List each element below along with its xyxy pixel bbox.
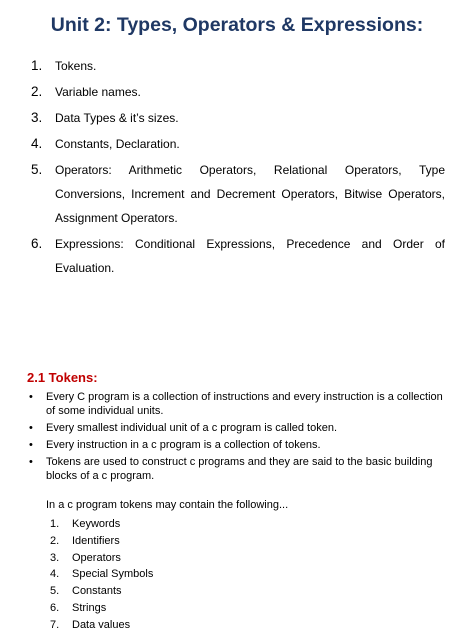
item-text-line: Conversions, Increment and Decrement Operators, Bitwise Operators, (55, 187, 445, 201)
page-title: Unit 2: Types, Operators & Expressions: (50, 14, 424, 36)
item-text: Variable names. (55, 85, 141, 99)
bullet-item (28, 455, 448, 483)
contents-item (31, 80, 445, 104)
list-item (50, 600, 153, 617)
contents-item (31, 106, 445, 130)
item-text-line: Expressions: Conditional Expressions, Precedence and Order of (55, 237, 445, 251)
bullet-icon: • (29, 422, 33, 434)
intro-text: In a c program tokens may contain the following... (46, 499, 289, 511)
item-text-line: Evaluation. (55, 261, 115, 275)
item-number: 5. (31, 162, 43, 177)
item-number: 5. (50, 585, 60, 598)
list-item (50, 516, 153, 533)
bullet-item (28, 421, 448, 435)
bullet-icon: • (29, 391, 33, 403)
contents-item (31, 54, 445, 78)
item-number: 3. (31, 110, 43, 125)
item-text: Keywords (72, 518, 121, 530)
list-item (50, 550, 153, 567)
item-text-line: Operators: Arithmetic Operators, Relational Operators, Type (55, 163, 445, 177)
contents-item (31, 232, 445, 280)
list-item (50, 583, 153, 600)
bullet-icon: • (29, 439, 33, 451)
bullet-list (28, 390, 448, 486)
item-number: 2. (50, 534, 60, 547)
contents-list (31, 54, 445, 280)
contents-item (31, 132, 445, 156)
bullet-item (28, 390, 448, 418)
section-heading: 2.1 Tokens: (27, 370, 98, 385)
item-text: Data Types & it’s sizes. (55, 111, 179, 125)
bullet-text: Every C program is a collection of instructions and every instruction is a collection of some individual units. (46, 391, 443, 417)
token-types-list (50, 516, 153, 634)
item-number: 4. (31, 136, 43, 151)
item-number: 1. (31, 58, 43, 73)
item-number: 2. (31, 84, 43, 99)
bullet-text: Every instruction in a c program is a collection of tokens. (46, 439, 321, 451)
item-text: Operators (72, 551, 121, 564)
item-number: 1. (50, 518, 60, 530)
item-text: Identifiers (72, 534, 120, 547)
item-text-line: Assignment Operators. (55, 211, 178, 225)
item-number: 4. (50, 568, 60, 581)
item-text: Constants (72, 585, 122, 598)
item-text: Special Symbols (72, 568, 154, 581)
list-item (50, 533, 153, 550)
list-item (50, 566, 153, 583)
contents-item (31, 158, 445, 230)
bullet-icon: • (29, 456, 33, 468)
item-number: 3. (50, 551, 60, 564)
item-text: Data values (72, 618, 131, 631)
item-text: Tokens. (55, 59, 97, 73)
item-text: Strings (72, 601, 107, 614)
item-text: Constants, Declaration. (55, 137, 180, 151)
item-number: 6. (31, 236, 43, 251)
list-item (50, 617, 153, 634)
item-number: 6. (50, 601, 60, 614)
item-number: 7. (50, 618, 60, 631)
bullet-text: Every smallest individual unit of a c program is called token. (46, 422, 338, 434)
bullet-text: Tokens are used to construct c programs and they are said to the basic building blocks of a c program. (46, 456, 433, 482)
bullet-item (28, 438, 448, 452)
